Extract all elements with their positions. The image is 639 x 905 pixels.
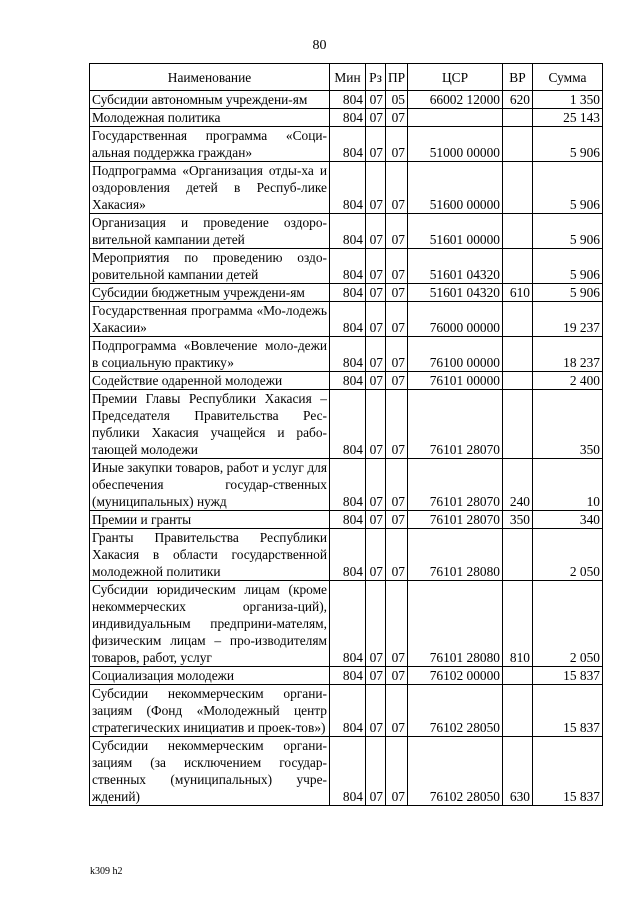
cell-sum: 5 906: [533, 162, 603, 214]
cell-name: Государственная программа «Мо-лодежь Хакасии»: [90, 302, 330, 337]
cell-csr: 51600 00000: [408, 162, 503, 214]
table-row: [90, 127, 603, 162]
table-header-row: [90, 64, 603, 91]
cell-csr: 76102 28050: [408, 737, 503, 806]
footer-code: k309 h2: [90, 866, 123, 877]
cell-sum: 1 350: [533, 91, 603, 109]
table-row: [90, 284, 603, 302]
cell-min: 804: [330, 109, 366, 127]
table-row: [90, 249, 603, 284]
cell-vr: [503, 337, 533, 372]
cell-vr: 350: [503, 511, 533, 529]
cell-name: Субсидии юридическим лицам (кроме некоммерческих организа-ций), индивидуальным предприни-мателям, физическим лицам – про-изводителям товаров, работ, услуг: [90, 581, 330, 667]
cell-vr: [503, 249, 533, 284]
cell-min: 804: [330, 302, 366, 337]
cell-min: 804: [330, 459, 366, 511]
cell-name: Иные закупки товаров, работ и услуг для обеспечения государ-ственных (муниципальных) нужд: [90, 459, 330, 511]
cell-name: Премии и гранты: [90, 511, 330, 529]
cell-sum: 25 143: [533, 109, 603, 127]
cell-csr: 76101 28080: [408, 581, 503, 667]
cell-rz: 07: [366, 667, 386, 685]
cell-rz: 07: [366, 685, 386, 737]
cell-csr: [408, 109, 503, 127]
cell-min: 804: [330, 390, 366, 459]
cell-csr: 76000 00000: [408, 302, 503, 337]
cell-min: 804: [330, 685, 366, 737]
cell-min: 804: [330, 162, 366, 214]
cell-rz: 07: [366, 337, 386, 372]
cell-min: 804: [330, 337, 366, 372]
cell-name: Социализация молодежи: [90, 667, 330, 685]
header-csr: ЦСР: [408, 64, 503, 91]
cell-vr: [503, 302, 533, 337]
cell-min: 804: [330, 249, 366, 284]
page-number: 80: [312, 38, 327, 53]
cell-csr: 76101 00000: [408, 372, 503, 390]
cell-pr: 07: [386, 284, 408, 302]
cell-rz: 07: [366, 511, 386, 529]
cell-min: 804: [330, 91, 366, 109]
cell-rz: 07: [366, 302, 386, 337]
table-row: [90, 337, 603, 372]
header-min: Мин: [330, 64, 366, 91]
cell-csr: 76101 28080: [408, 529, 503, 581]
header-rz: Рз: [366, 64, 386, 91]
header-sum: Сумма: [533, 64, 603, 91]
header-pr: ПР: [386, 64, 408, 91]
cell-sum: 15 837: [533, 737, 603, 806]
cell-vr: [503, 529, 533, 581]
cell-name: Подпрограмма «Вовлечение моло-дежи в социальную практику»: [90, 337, 330, 372]
cell-min: 804: [330, 127, 366, 162]
cell-vr: 610: [503, 284, 533, 302]
cell-sum: 5 906: [533, 249, 603, 284]
table-row: [90, 91, 603, 109]
cell-pr: 07: [386, 667, 408, 685]
cell-rz: 07: [366, 372, 386, 390]
cell-csr: 76101 28070: [408, 511, 503, 529]
cell-name: Субсидии некоммерческим органи-зациям (Фонд «Молодежный центр стратегических инициатив и проек-тов»): [90, 685, 330, 737]
cell-rz: 07: [366, 162, 386, 214]
cell-csr: 66002 12000: [408, 91, 503, 109]
cell-vr: 630: [503, 737, 533, 806]
cell-pr: 07: [386, 737, 408, 806]
cell-pr: 07: [386, 459, 408, 511]
cell-vr: [503, 109, 533, 127]
cell-name: Субсидии автономным учреждени-ям: [90, 91, 330, 109]
cell-pr: 07: [386, 162, 408, 214]
table-row: [90, 109, 603, 127]
cell-vr: 240: [503, 459, 533, 511]
cell-csr: 76101 28070: [408, 390, 503, 459]
cell-pr: 07: [386, 529, 408, 581]
cell-csr: 51601 00000: [408, 214, 503, 249]
cell-name: Гранты Правительства Республики Хакасия в области государственной молодежной политики: [90, 529, 330, 581]
header-vr: ВР: [503, 64, 533, 91]
cell-pr: 07: [386, 249, 408, 284]
cell-min: 804: [330, 511, 366, 529]
table-row: [90, 667, 603, 685]
cell-csr: 51000 00000: [408, 127, 503, 162]
table-row: [90, 511, 603, 529]
cell-name: Субсидии некоммерческим органи-зациям (за исключением государ-ственных (муниципальных) учре-ждений): [90, 737, 330, 806]
cell-pr: 07: [386, 685, 408, 737]
cell-vr: [503, 162, 533, 214]
cell-sum: 19 237: [533, 302, 603, 337]
cell-rz: 07: [366, 109, 386, 127]
cell-name: Молодежная политика: [90, 109, 330, 127]
cell-pr: 07: [386, 337, 408, 372]
cell-pr: 05: [386, 91, 408, 109]
cell-pr: 07: [386, 127, 408, 162]
cell-rz: 07: [366, 529, 386, 581]
cell-rz: 07: [366, 284, 386, 302]
table-row: [90, 581, 603, 667]
cell-sum: 5 906: [533, 284, 603, 302]
cell-pr: 07: [386, 390, 408, 459]
cell-rz: 07: [366, 127, 386, 162]
cell-rz: 07: [366, 581, 386, 667]
table-row: [90, 390, 603, 459]
cell-name: Содействие одаренной молодежи: [90, 372, 330, 390]
table-row: [90, 685, 603, 737]
cell-vr: [503, 127, 533, 162]
table-body: [90, 91, 603, 806]
cell-vr: [503, 214, 533, 249]
cell-pr: 07: [386, 214, 408, 249]
cell-sum: 2 050: [533, 581, 603, 667]
cell-sum: 2 050: [533, 529, 603, 581]
budget-table: [89, 63, 603, 806]
cell-name: Подпрограмма «Организация отды-ха и оздоровления детей в Респуб-лике Хакасия»: [90, 162, 330, 214]
cell-sum: 18 237: [533, 337, 603, 372]
cell-csr: 76101 28070: [408, 459, 503, 511]
cell-rz: 07: [366, 390, 386, 459]
cell-csr: 76100 00000: [408, 337, 503, 372]
cell-vr: [503, 372, 533, 390]
cell-sum: 2 400: [533, 372, 603, 390]
cell-sum: 15 837: [533, 685, 603, 737]
cell-pr: 07: [386, 109, 408, 127]
cell-min: 804: [330, 214, 366, 249]
table-row: [90, 302, 603, 337]
cell-rz: 07: [366, 459, 386, 511]
cell-sum: 15 837: [533, 667, 603, 685]
cell-min: 804: [330, 372, 366, 390]
cell-name: Премии Главы Республики Хакасия – Председателя Правительства Рес-публики Хакасия учащейся и рабо-тающей молодежи: [90, 390, 330, 459]
table-row: [90, 162, 603, 214]
cell-min: 804: [330, 529, 366, 581]
cell-rz: 07: [366, 249, 386, 284]
cell-sum: 5 906: [533, 214, 603, 249]
table-row: [90, 372, 603, 390]
cell-pr: 07: [386, 581, 408, 667]
cell-pr: 07: [386, 302, 408, 337]
cell-vr: [503, 390, 533, 459]
cell-vr: [503, 685, 533, 737]
cell-sum: 10: [533, 459, 603, 511]
cell-vr: 620: [503, 91, 533, 109]
cell-name: Мероприятия по проведению оздо-ровительной кампании детей: [90, 249, 330, 284]
cell-sum: 340: [533, 511, 603, 529]
cell-name: Государственная программа «Соци-альная поддержка граждан»: [90, 127, 330, 162]
table-row: [90, 529, 603, 581]
table-row: [90, 737, 603, 806]
cell-pr: 07: [386, 372, 408, 390]
cell-min: 804: [330, 581, 366, 667]
cell-csr: 51601 04320: [408, 284, 503, 302]
cell-min: 804: [330, 667, 366, 685]
cell-csr: 76102 28050: [408, 685, 503, 737]
cell-csr: 76102 00000: [408, 667, 503, 685]
cell-min: 804: [330, 284, 366, 302]
table-row: [90, 459, 603, 511]
cell-sum: 350: [533, 390, 603, 459]
cell-csr: 51601 04320: [408, 249, 503, 284]
cell-name: Субсидии бюджетным учреждени-ям: [90, 284, 330, 302]
cell-vr: 810: [503, 581, 533, 667]
header-name: Наименование: [90, 64, 330, 91]
cell-rz: 07: [366, 214, 386, 249]
cell-rz: 07: [366, 91, 386, 109]
table-row: [90, 214, 603, 249]
cell-sum: 5 906: [533, 127, 603, 162]
cell-min: 804: [330, 737, 366, 806]
cell-pr: 07: [386, 511, 408, 529]
cell-rz: 07: [366, 737, 386, 806]
cell-vr: [503, 667, 533, 685]
cell-name: Организация и проведение оздоро-вительной кампании детей: [90, 214, 330, 249]
